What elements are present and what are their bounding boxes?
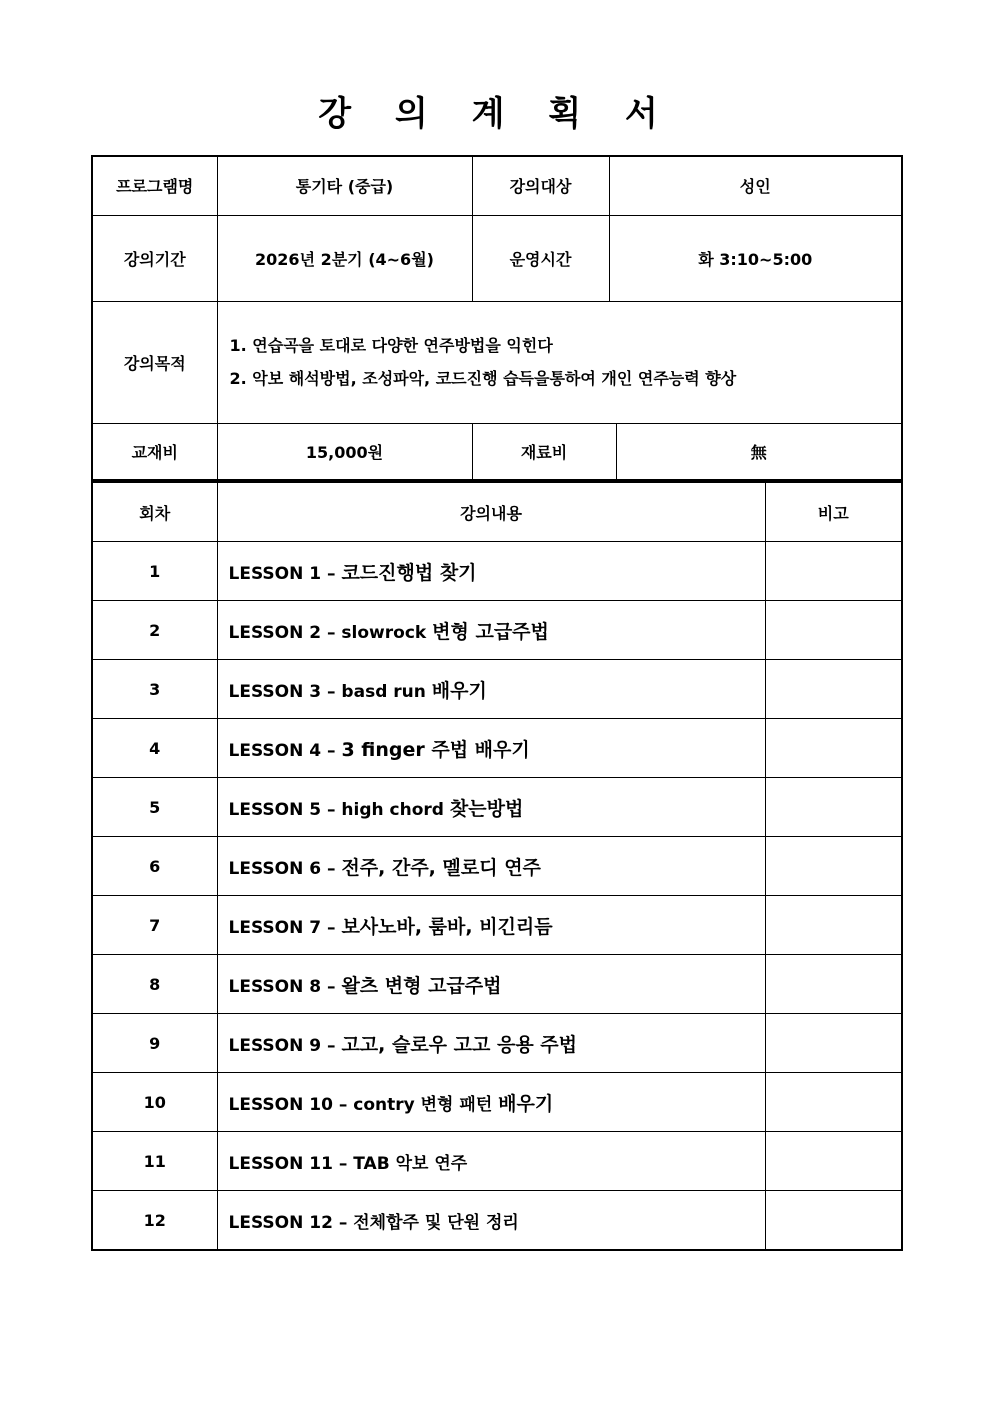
textbook-value: 15,000원 <box>217 423 472 480</box>
lesson-prefix: LESSON 8 – <box>228 976 342 997</box>
lesson-number: 9 <box>92 1014 217 1073</box>
lesson-number: 5 <box>92 778 217 837</box>
lesson-number: 2 <box>92 601 217 660</box>
purpose-content <box>217 301 902 423</box>
lesson-prefix: LESSON 1 – <box>228 563 342 584</box>
lesson-prefix: LESSON 5 – high chord <box>228 799 450 820</box>
lesson-title: 배우기 <box>498 1092 554 1115</box>
lesson-row <box>92 1132 902 1191</box>
period-label: 강의기간 <box>92 215 217 301</box>
header-content: 강의내용 <box>217 482 765 542</box>
lesson-content <box>217 719 765 778</box>
lesson-content <box>217 1191 765 1251</box>
lesson-note <box>765 1191 902 1251</box>
lesson-number: 1 <box>92 542 217 601</box>
lesson-note <box>765 896 902 955</box>
lesson-title: 3 finger 주법 배우기 <box>341 738 530 761</box>
time-label: 운영시간 <box>472 215 609 301</box>
lesson-number: 7 <box>92 896 217 955</box>
lesson-note <box>765 837 902 896</box>
material-label: 재료비 <box>472 423 616 480</box>
lesson-prefix: LESSON 11 – TAB 악보 연주 <box>228 1153 468 1174</box>
lesson-prefix: LESSON 2 – slowrock <box>228 622 433 643</box>
lesson-title: 코드진행법 찾기 <box>341 561 477 584</box>
lesson-row <box>92 1073 902 1132</box>
lesson-content <box>217 955 765 1014</box>
lesson-content <box>217 896 765 955</box>
lesson-note <box>765 1073 902 1132</box>
lesson-number: 12 <box>92 1191 217 1251</box>
lesson-number: 3 <box>92 660 217 719</box>
lesson-content <box>217 660 765 719</box>
lesson-prefix: LESSON 7 – <box>228 917 342 938</box>
lesson-note <box>765 719 902 778</box>
purpose-line: 1. 연습곡을 토대로 다양한 연주방법을 익힌다 <box>229 336 553 355</box>
purpose-label: 강의목적 <box>92 301 217 423</box>
lesson-prefix: LESSON 12 – 전체합주 및 단원 정리 <box>228 1212 519 1233</box>
lesson-row <box>92 1191 902 1251</box>
lesson-title: 변형 고급주법 <box>432 620 549 643</box>
lesson-note <box>765 542 902 601</box>
lesson-note <box>765 1132 902 1191</box>
lesson-content <box>217 1014 765 1073</box>
target-value: 성인 <box>609 156 902 215</box>
page-title: 강 의 계 획 서 <box>318 94 674 134</box>
lesson-title: 배우기 <box>431 679 487 702</box>
period-value: 2026년 2분기 (4~6월) <box>217 215 472 301</box>
header-session: 회차 <box>92 482 217 542</box>
lesson-content <box>217 601 765 660</box>
lesson-row <box>92 837 902 896</box>
lesson-content <box>217 1073 765 1132</box>
target-label: 강의대상 <box>472 156 609 215</box>
lesson-row <box>92 955 902 1014</box>
lesson-row <box>92 719 902 778</box>
lesson-table <box>91 481 903 1251</box>
lesson-prefix: LESSON 9 – <box>228 1035 342 1056</box>
lesson-content <box>217 1132 765 1191</box>
lesson-title: 보사노바, 룸바, 비긴리듬 <box>341 915 553 938</box>
lesson-number: 6 <box>92 837 217 896</box>
lesson-title: 왈츠 변형 고급주법 <box>341 974 502 997</box>
lesson-row <box>92 660 902 719</box>
lesson-number: 4 <box>92 719 217 778</box>
lesson-note <box>765 601 902 660</box>
lesson-row <box>92 896 902 955</box>
lesson-note <box>765 1014 902 1073</box>
lesson-row <box>92 601 902 660</box>
lesson-row <box>92 542 902 601</box>
lesson-note <box>765 955 902 1014</box>
material-value: 無 <box>616 423 902 480</box>
course-info-table <box>91 155 903 481</box>
lesson-content <box>217 542 765 601</box>
header-note: 비고 <box>765 482 902 542</box>
lesson-title: 고고, 슬로우 고고 응용 주법 <box>341 1033 578 1056</box>
purpose-line: 2. 악보 해석방법, 조성파악, 코드진행 습득을통하여 개인 연주능력 향상 <box>229 369 737 388</box>
lesson-prefix: LESSON 6 – <box>228 858 342 879</box>
lesson-number: 10 <box>92 1073 217 1132</box>
lesson-title: 전주, 간주, 멜로디 연주 <box>341 856 541 879</box>
lesson-number: 8 <box>92 955 217 1014</box>
lesson-content <box>217 778 765 837</box>
lesson-number: 11 <box>92 1132 217 1191</box>
lesson-content <box>217 837 765 896</box>
program-label: 프로그램명 <box>92 156 217 215</box>
program-value: 통기타 (중급) <box>217 156 472 215</box>
lesson-title: 찾는방법 <box>449 797 524 820</box>
lesson-prefix: LESSON 4 – <box>228 740 342 761</box>
time-value: 화 3:10~5:00 <box>609 215 902 301</box>
lesson-header-row <box>92 482 902 542</box>
lesson-prefix: LESSON 3 – basd run <box>228 681 432 702</box>
lesson-prefix: LESSON 10 – contry 변형 패턴 <box>228 1094 499 1115</box>
lesson-note <box>765 660 902 719</box>
lesson-row <box>92 778 902 837</box>
lesson-row <box>92 1014 902 1073</box>
textbook-label: 교재비 <box>92 423 217 480</box>
lesson-note <box>765 778 902 837</box>
